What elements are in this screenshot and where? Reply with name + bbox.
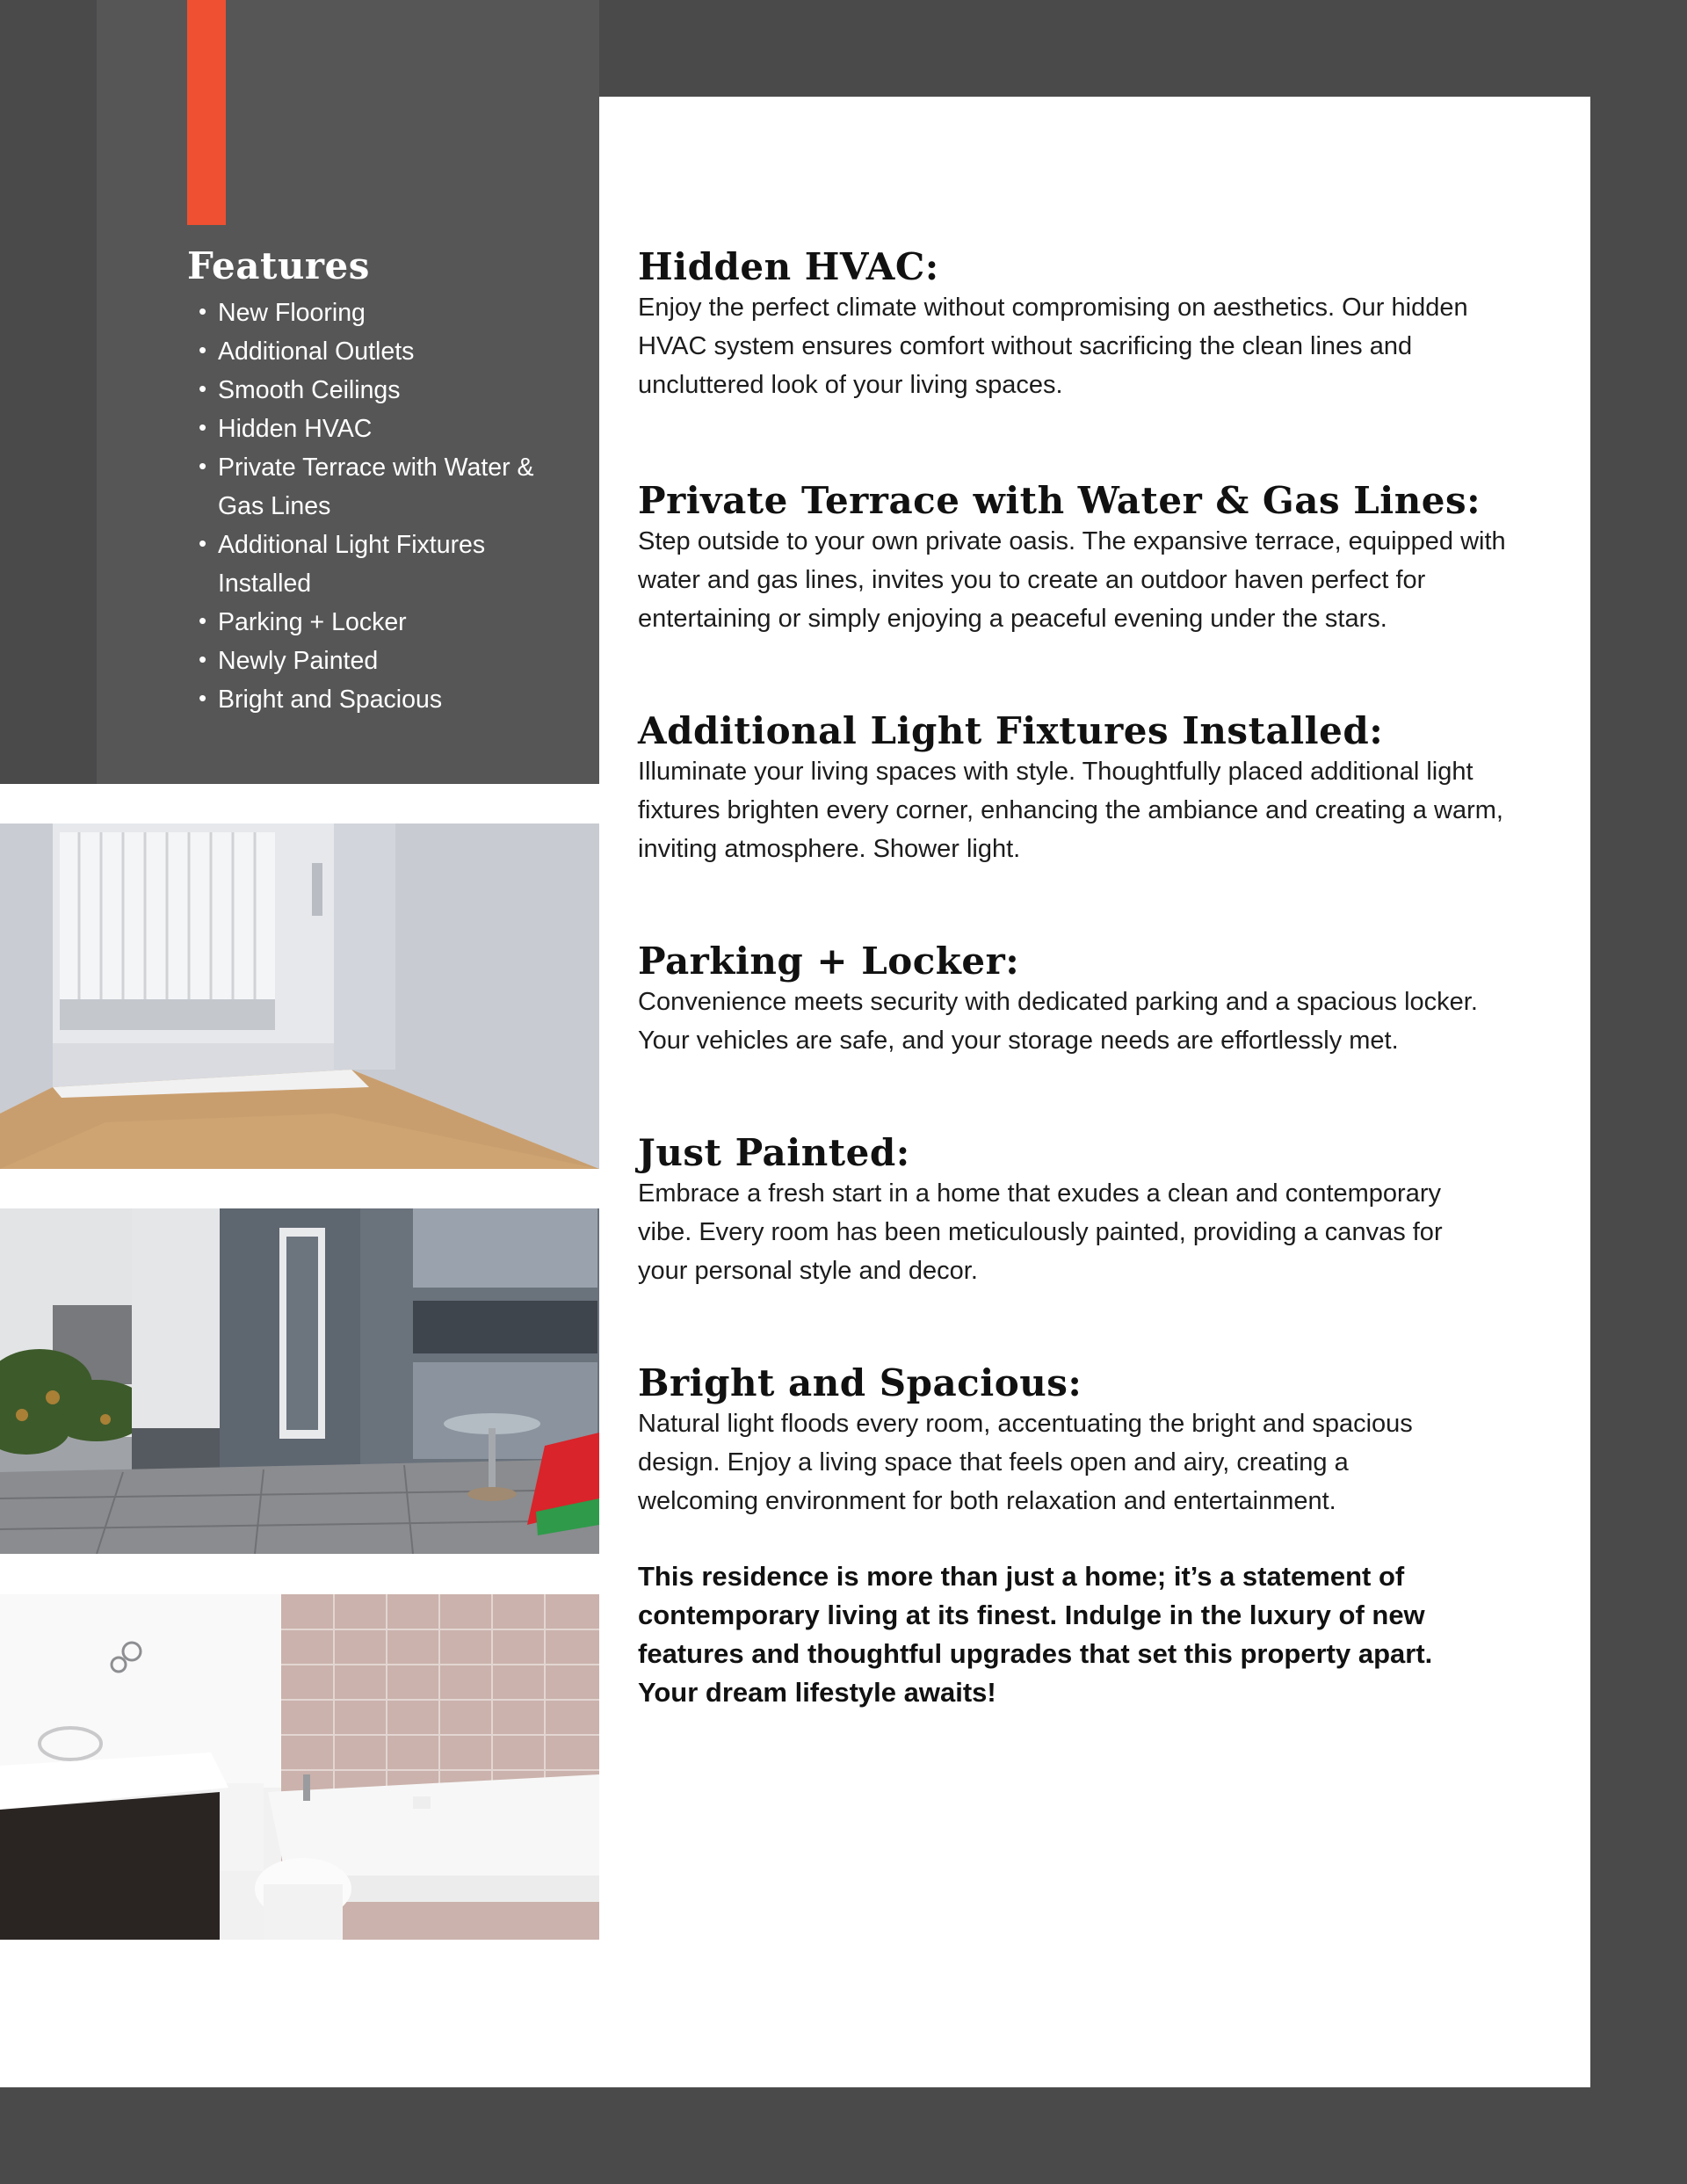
section-parking-locker [638,940,1534,1060]
section-title: Parking + Locker: [638,940,1020,983]
features-list [193,294,580,719]
section-hidden-hvac [638,246,1534,404]
section-bright-spacious [638,1362,1534,1520]
section-body: Step outside to your own private oasis. The expansive terrace, equipped with water and gas lines, invites you to create an outdoor haven perfect for entertaining or simply enjoying a peaceful evening under the stars. [638,527,1506,633]
feature-item: • New Flooring [193,294,580,332]
feature-item: • Bright and Spacious [193,680,580,719]
section-title: Just Painted: [638,1131,910,1174]
section-body: Embrace a fresh start in a home that exudes a clean and contemporary vibe. Every room has been meticulously painted, providing a canvas for your personal style and decor. [638,1179,1443,1285]
feature-item: • Additional Light Fixtures Installed [193,526,580,603]
section-private-terrace [638,480,1534,638]
feature-item: • Hidden HVAC [193,410,580,448]
section-title: Additional Light Fixtures Installed: [638,709,1384,752]
feature-item: • Parking + Locker [193,603,580,642]
feature-item: • Newly Painted [193,642,580,680]
closing-statement: This residence is more than just a home; it’s a statement of contemporary living at its finest. Indulge in the luxury of new features and thoughtful upgrades that set this property apart. Your dream lifestyle awaits! [638,1561,1433,1708]
content-column [638,246,1534,1712]
section-light-fixtures [638,710,1534,868]
section-title: Private Terrace with Water & Gas Lines: [638,479,1481,522]
feature-item: • Additional Outlets [193,332,580,371]
accent-bar [187,0,226,225]
empty-room-photo [0,824,599,1169]
section-body: Natural light floods every room, accentuating the bright and spacious design. Enjoy a living space that feels open and airy, creating a welcoming environment for both relaxation and entertainment. [638,1410,1413,1515]
section-body: Illuminate your living spaces with style. Thoughtfully placed additional light fixtures brighten every corner, enhancing the ambiance and creating a warm, inviting atmosphere. Shower light. [638,758,1503,863]
section-just-painted [638,1132,1534,1290]
section-body: Enjoy the perfect climate without compromising on aesthetics. Our hidden HVAC system ensures comfort without sacrificing the clean lines and uncluttered look of your living spaces. [638,294,1468,399]
features-title: Features [187,244,370,287]
feature-item: • Private Terrace with Water & Gas Lines [193,448,580,526]
terrace-photo [0,1208,599,1554]
section-title: Bright and Spacious: [638,1361,1082,1404]
section-title: Hidden HVAC: [638,245,939,288]
bathroom-photo [0,1594,599,1940]
section-body: Convenience meets security with dedicated parking and a spacious locker. Your vehicles are safe, and your storage needs are effortlessly met. [638,988,1478,1055]
feature-item: • Smooth Ceilings [193,371,580,410]
